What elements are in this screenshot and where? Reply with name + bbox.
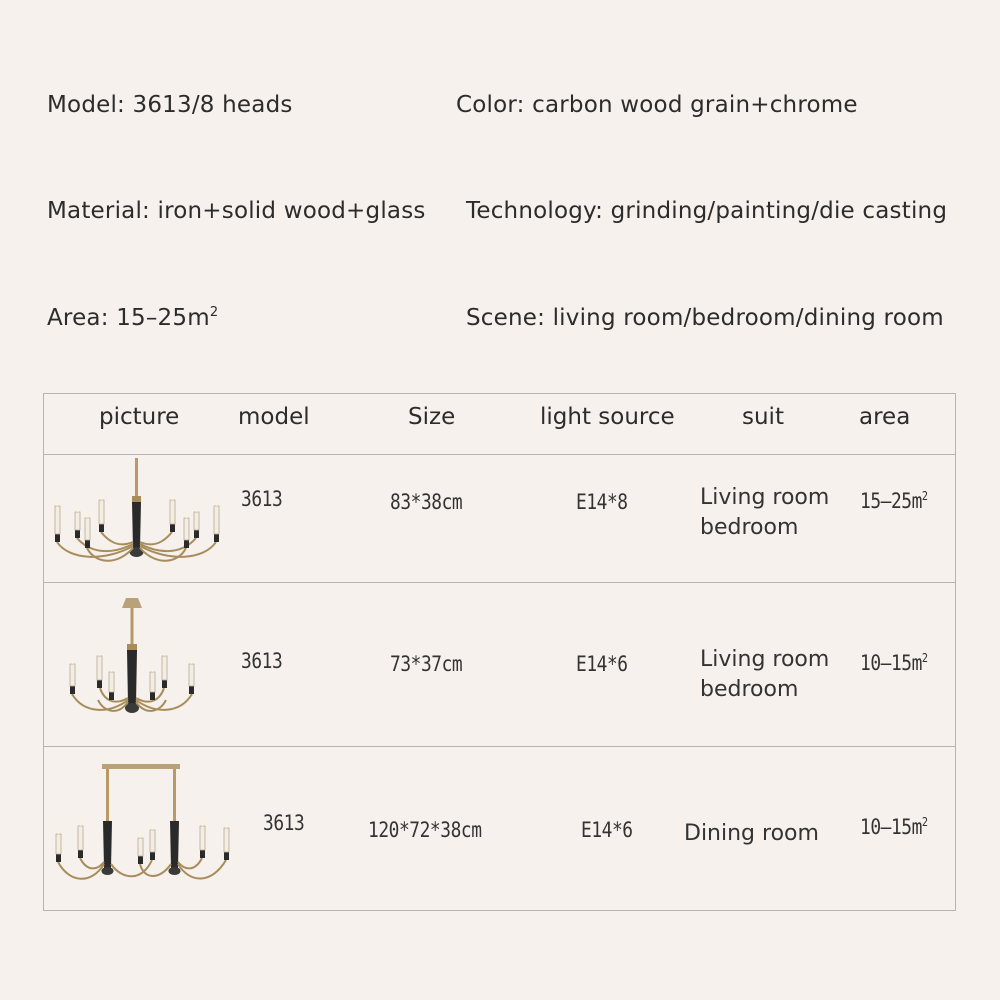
spec-area-text: Area: 15–25m xyxy=(47,305,210,331)
spec-area xyxy=(47,305,218,331)
row1-model: 3613 xyxy=(241,487,283,511)
row1-light-source: E14*8 xyxy=(576,490,628,514)
row-divider xyxy=(44,746,955,747)
spec-model: Model: 3613/8 heads xyxy=(47,92,293,118)
row1-suit-line2: bedroom xyxy=(700,515,799,540)
spec-scene: Scene: living room/bedroom/dining room xyxy=(466,305,944,331)
spec-material: Material: iron+solid wood+glass xyxy=(47,198,426,224)
row2-area-sup: 2 xyxy=(921,651,928,665)
header-area: area xyxy=(859,404,911,430)
spec-area-sup: 2 xyxy=(209,305,219,320)
row3-light-source: E14*6 xyxy=(581,818,633,842)
row2-suit-line2: bedroom xyxy=(700,677,799,702)
row3-area-sup: 2 xyxy=(921,815,928,829)
header-suit: suit xyxy=(742,404,784,430)
row3-model: 3613 xyxy=(263,811,305,835)
chandelier-8-head-image xyxy=(49,456,224,576)
header-model: model xyxy=(238,404,310,430)
row3-suit xyxy=(684,819,819,849)
spec-technology: Technology: grinding/painting/die casting xyxy=(466,198,948,224)
row2-suit-line1: Living room xyxy=(700,647,830,672)
row2-area xyxy=(860,651,928,675)
row2-suit xyxy=(700,645,829,705)
row1-area xyxy=(860,489,928,513)
row3-area-text: 10–15m xyxy=(860,815,922,839)
header-picture: picture xyxy=(99,404,180,430)
row2-area-text: 10–15m xyxy=(860,651,922,675)
row1-suit xyxy=(700,483,829,543)
linear-chandelier-image xyxy=(52,760,237,896)
row2-light-source: E14*6 xyxy=(576,652,628,676)
chandelier-6-head-image xyxy=(64,596,214,728)
row-divider xyxy=(44,582,955,583)
row-divider xyxy=(44,454,955,455)
row3-size: 120*72*38cm xyxy=(368,818,482,842)
row2-size: 73*37cm xyxy=(390,652,463,676)
row1-area-sup: 2 xyxy=(921,489,928,503)
product-table xyxy=(43,393,956,911)
row1-area-text: 15–25m xyxy=(860,489,922,513)
row1-size: 83*38cm xyxy=(390,490,463,514)
row3-area xyxy=(860,815,928,839)
header-size: Size xyxy=(408,404,456,430)
spec-color: Color: carbon wood grain+chrome xyxy=(456,92,858,118)
row1-suit-line1: Living room xyxy=(700,485,830,510)
row2-model: 3613 xyxy=(241,649,283,673)
row3-suit-line1: Dining room xyxy=(684,821,819,846)
header-light-source: light source xyxy=(540,404,675,430)
